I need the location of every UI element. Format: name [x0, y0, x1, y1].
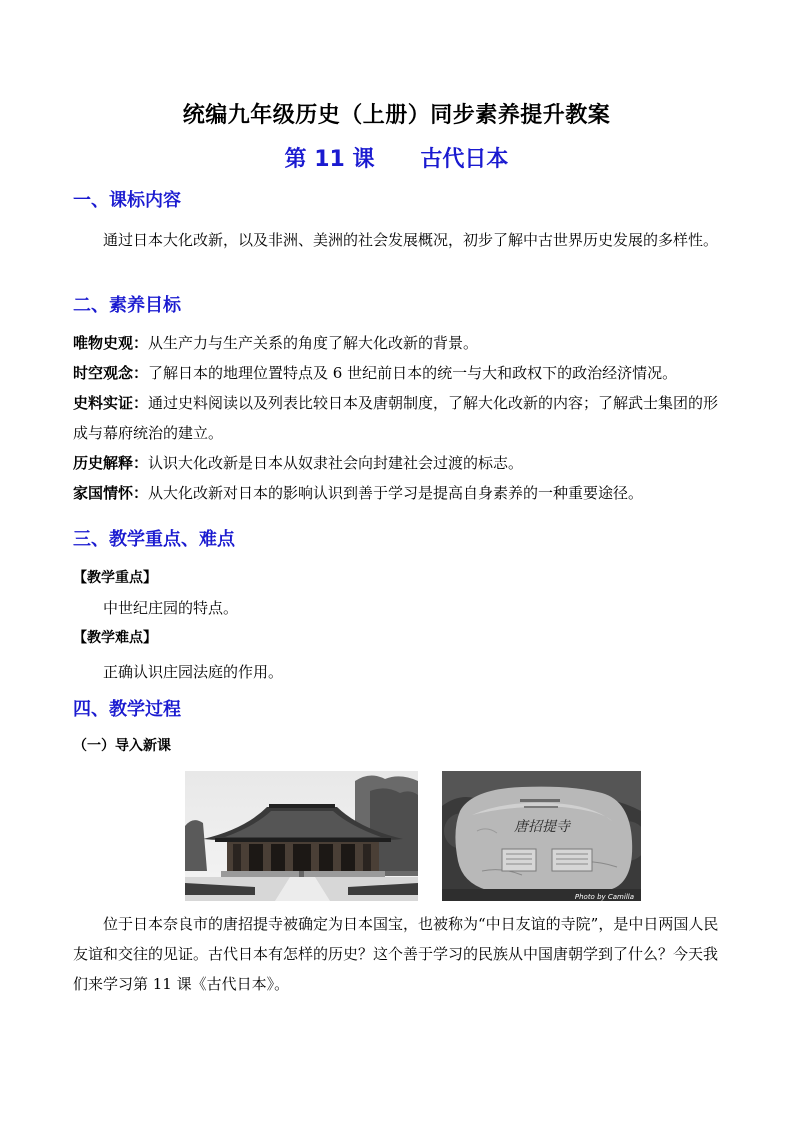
- goal-label: 历史解释：: [73, 454, 149, 472]
- goal-label: 唯物史观：: [73, 334, 149, 352]
- curriculum-text: 通过日本大化改新，以及非洲、美洲的社会发展概况，初步了解中古世界历史发展的多样性。: [103, 231, 719, 249]
- goal-label: 时空观念：: [73, 364, 149, 382]
- goal-item: [73, 478, 721, 508]
- goal-text: 认识大化改新是日本从奴隶社会向封建社会过渡的标志。: [148, 454, 524, 472]
- section-heading-goals: 二、素养目标: [73, 295, 181, 316]
- goal-text: 通过史料阅读以及列表比较日本及唐朝制度，了解大化改新的内容；了解武士集团的形成与幕府统治的建立。: [73, 394, 719, 442]
- difficult-point-text: 正确认识庄园法庭的作用。: [103, 663, 284, 681]
- goal-label: 史料实证：: [73, 394, 149, 412]
- difficult-point-label: 【教学难点】: [73, 630, 157, 646]
- goals-list: [73, 328, 721, 508]
- goal-item: [73, 358, 721, 388]
- intro-sub-heading: （一）导入新课: [73, 738, 171, 754]
- intro-paragraph: 位于日本奈良市的唐招提寺被确定为日本国宝，也被称为“中日友谊的寺院”，是中日两国人民友谊和交往的见证。古代日本有怎样的历史？这个善于学习的民族从中国唐朝学到了什么？今天我们来学习第 11 课《古代日本》。: [73, 915, 719, 993]
- key-point-text: 中世纪庄园的特点。: [103, 599, 239, 617]
- goal-text: 从生产力与生产关系的角度了解大化改新的背景。: [148, 334, 479, 352]
- section-heading-process: 四、教学过程: [73, 699, 181, 720]
- key-point-label: 【教学重点】: [73, 570, 157, 586]
- goal-item: [73, 448, 721, 478]
- goal-text: 从大化改新对日本的影响认识到善于学习是提高自身素养的一种重要途径。: [148, 484, 644, 502]
- stone-monument-photo: [442, 771, 641, 901]
- goal-text: 了解日本的地理位置特点及 6 世纪前日本的统一与大和政权下的政治经济情况。: [148, 364, 678, 382]
- goal-item: [73, 388, 721, 448]
- goal-label: 家国情怀：: [73, 484, 149, 502]
- section-heading-key-points: 三、教学重点、难点: [73, 529, 235, 550]
- stone-inscription: 唐招提寺: [514, 819, 570, 835]
- document-title: 统编九年级历史（上册）同步素养提升教案: [182, 103, 611, 128]
- temple-photo: [185, 771, 418, 901]
- photo-credit: Photo by Camilla: [574, 893, 634, 901]
- goal-item: [73, 328, 721, 358]
- section-heading-curriculum: 一、课标内容: [73, 190, 181, 211]
- lesson-title: 第 11 课 古代日本: [284, 147, 509, 172]
